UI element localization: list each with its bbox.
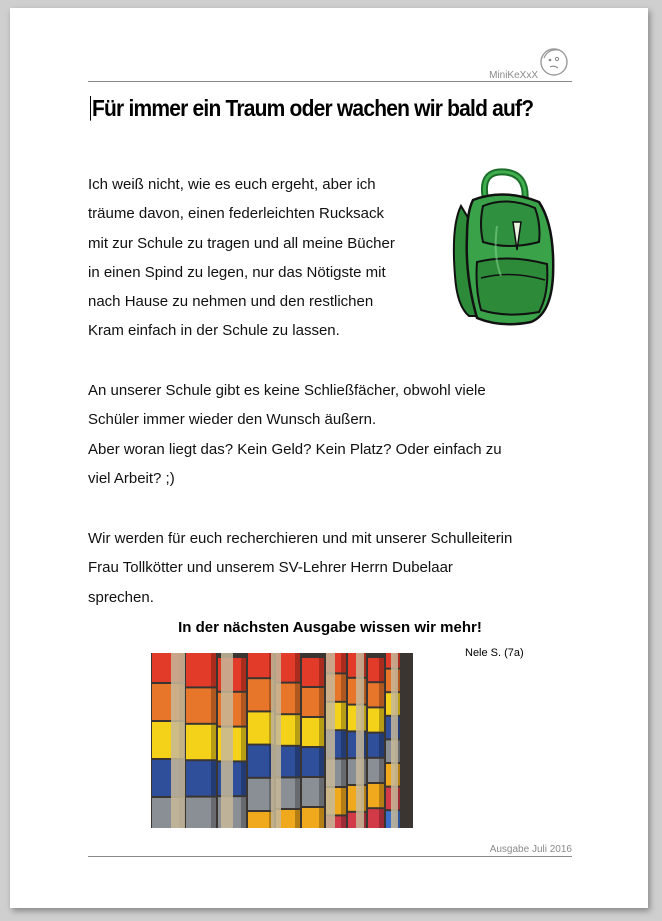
header-author-tag: MiniKeXxX [489, 70, 538, 81]
locker-shadow [295, 684, 300, 714]
locker-shadow [241, 693, 246, 726]
locker-shadow [211, 761, 216, 795]
locker-shadow [341, 674, 346, 700]
paragraph-line: träume davon, einen federleichten Rucksack [88, 205, 385, 223]
locker-shadow [379, 759, 384, 782]
locker-shadow [295, 778, 300, 808]
backpack-illustration [447, 166, 559, 326]
locker-bar [391, 653, 398, 828]
article-title-text: Für immer ein Traum oder wachen wir bald auf? [92, 96, 534, 122]
locker-shadow [295, 747, 300, 777]
locker-bar [221, 653, 233, 828]
locker-shadow [379, 734, 384, 757]
locker-photo [151, 653, 413, 828]
locker-shadow [241, 658, 246, 691]
locker-shadow [379, 683, 384, 706]
locker-shadow [241, 762, 246, 795]
footer-issue: Ausgabe Juli 2016 [489, 844, 572, 855]
locker-shadow [379, 658, 384, 681]
locker-shadow [241, 797, 246, 828]
face-logo-icon [538, 46, 570, 78]
author-credit: Nele S. (7a) [465, 647, 524, 659]
locker-shadow [341, 788, 346, 814]
locker-shadow [319, 778, 324, 806]
locker-bar [326, 653, 335, 828]
locker-shadow [319, 658, 324, 686]
locker-shadow [341, 731, 346, 757]
paragraph-line: in einen Spind zu legen, nur das Nötigste mit [88, 263, 386, 281]
paragraph-line: Aber woran liegt das? Kein Geld? Kein Platz? Oder einfach zu [88, 440, 502, 458]
paragraph-line: An unserer Schule gibt es keine Schließfächer, obwohl viele [88, 382, 486, 399]
paragraph-line: Wir werden für euch recherchieren und mit unserer Schulleiterin [88, 530, 513, 547]
locker-shadow [211, 688, 216, 722]
paragraph-3 [88, 524, 578, 612]
paragraph-line: sprechen. [88, 588, 154, 606]
paragraph-line: Kram einfach in der Schule zu lassen. [88, 322, 340, 340]
paragraph-line: Ich weiß nicht, wie es euch ergeht, aber ich [88, 176, 376, 193]
locker-shadow [211, 653, 216, 686]
locker-shadow [211, 798, 216, 828]
document-page [10, 8, 648, 908]
paragraph-line: viel Arbeit? ;) [88, 469, 175, 487]
locker-bar [271, 653, 281, 828]
locker-shadow [379, 784, 384, 807]
paragraph-1 [88, 170, 433, 346]
locker-shadow [341, 653, 346, 672]
paragraph-line: mit zur Schule zu tragen und all meine Bücher [88, 234, 395, 252]
paragraph-line: Schüler immer wieder den Wunsch äußern. [88, 411, 377, 429]
article-title [90, 96, 590, 123]
locker-shadow [319, 718, 324, 746]
locker-shadow [319, 688, 324, 716]
locker-shadow [241, 728, 246, 761]
locker-shadow [379, 708, 384, 731]
text-cursor [90, 96, 91, 121]
locker-bar [356, 653, 364, 828]
locker-shadow [341, 760, 346, 786]
locker-shadow [341, 703, 346, 729]
paragraph-2 [88, 376, 578, 493]
locker-shadow [295, 715, 300, 745]
locker-shadow [319, 748, 324, 776]
locker-shadow [295, 810, 300, 828]
footer-rule [88, 856, 572, 857]
paragraph-line: Frau Tollkötter und unserem SV-Lehrer Herrn Dubelaar [88, 559, 453, 577]
paragraph-line: nach Hause zu nehmen und den restlichen [88, 293, 374, 311]
locker-shadow [295, 653, 300, 682]
locker-shadow [319, 808, 324, 828]
closing-statement: In der nächsten Ausgabe wissen wir mehr! [178, 619, 482, 636]
locker-shadow [211, 725, 216, 759]
header-rule [88, 81, 572, 82]
locker-bar [171, 653, 185, 828]
locker-shadow [379, 809, 384, 828]
locker-shadow [341, 816, 346, 828]
